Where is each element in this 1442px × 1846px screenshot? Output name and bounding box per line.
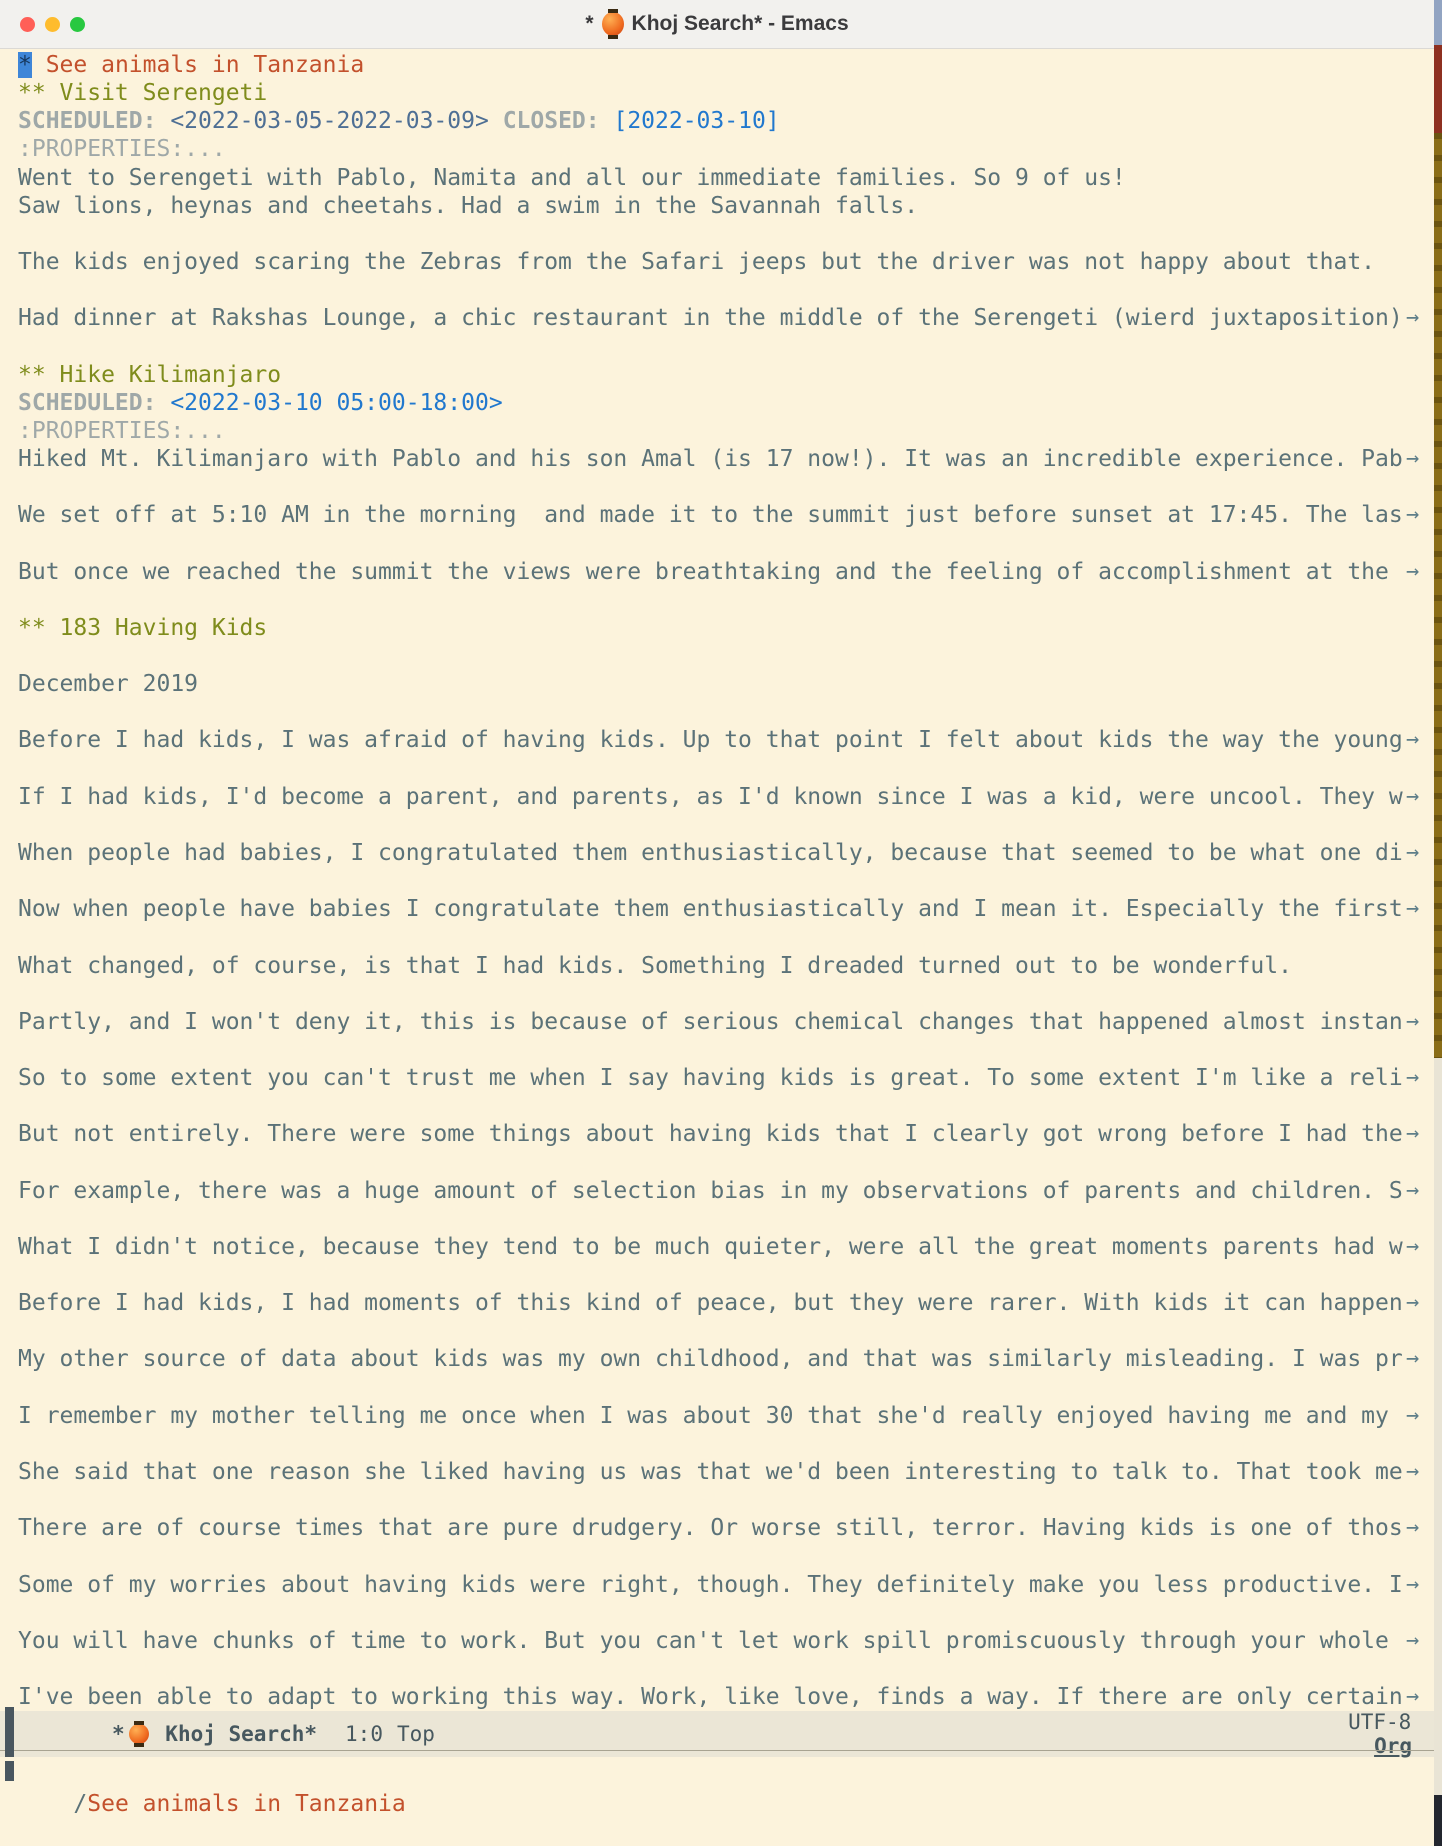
title-prefix: * [585, 12, 594, 35]
truncation-arrow-icon: → [1406, 1627, 1420, 1653]
buffer-text-segment: There are of course times that are pure drudgery. Or worse still, terror. Having kids is one of thos [18, 1515, 1403, 1542]
buffer-line [18, 867, 1434, 895]
buffer-line [18, 980, 1434, 1008]
truncation-arrow-icon: → [1406, 1121, 1420, 1147]
buffer-line [18, 923, 1434, 951]
modeline-scroll-position: Top [396, 1722, 435, 1746]
buffer-line [18, 1345, 1434, 1373]
buffer-line [18, 1571, 1434, 1599]
truncation-arrow-icon: → [1406, 1459, 1420, 1485]
buffer-line [18, 135, 1434, 163]
buffer-line [18, 1655, 1434, 1683]
buffer-line [18, 783, 1434, 811]
buffer-text-segment: Hiked Mt. Kilimanjaro with Pablo and his son Amal (is 17 now!). It was an incredible experience. Pab [18, 445, 1403, 472]
background-window-sliver [1434, 133, 1442, 1058]
fringe-indicator-bar [5, 1707, 14, 1757]
buffer-text-segment: The kids enjoyed scaring the Zebras from the Safari jeeps but the driver was not happy about that. [18, 248, 1376, 275]
truncation-arrow-icon: → [1406, 1571, 1420, 1597]
buffer-line [18, 895, 1434, 923]
buffer-line [18, 670, 1434, 698]
modeline-name-prefix: * [112, 1722, 125, 1746]
buffer-text-segment: Before I had kids, I was afraid of having kids. Up to that point I felt about kids the way the young [18, 727, 1403, 754]
org-buffer-text-area[interactable] [0, 49, 1434, 1711]
close-button[interactable] [20, 17, 35, 32]
buffer-line [18, 952, 1434, 980]
buffer-text-segment: Saw lions, heynas and cheetahs. Had a swim in the Savannah falls. [18, 192, 919, 219]
buffer-line [18, 192, 1434, 220]
buffer-line [18, 1092, 1434, 1120]
buffer-line [18, 1458, 1434, 1486]
buffer-line [18, 1120, 1434, 1148]
truncation-arrow-icon: → [1406, 1177, 1420, 1203]
buffer-line [18, 417, 1434, 445]
buffer-text-segment: See animals in Tanzania [31, 52, 365, 78]
buffer-line [18, 332, 1434, 360]
window-controls [20, 0, 85, 48]
buffer-text-segment: December 2019 [18, 671, 199, 698]
mode-line [0, 1711, 1434, 1757]
buffer-line [18, 1205, 1434, 1233]
truncation-arrow-icon: → [1406, 1233, 1420, 1259]
title-main: Khoj Search* - Emacs [631, 12, 849, 35]
truncation-arrow-icon: → [1406, 1290, 1420, 1316]
title-bar[interactable] [0, 0, 1434, 49]
buffer-text-segment: ** 183 Having Kids [18, 614, 268, 641]
buffer-line [18, 1514, 1434, 1542]
buffer-text-segment: Some of my worries about having kids were right, though. They definitely make you less productive. I [18, 1571, 1403, 1598]
buffer-text-segment: [2022-03-10] [613, 108, 780, 135]
minimize-button[interactable] [45, 17, 60, 32]
buffer-line [18, 51, 1434, 79]
modeline-status [1272, 1686, 1434, 1782]
buffer-line [18, 1289, 1434, 1317]
truncation-arrow-icon: → [1406, 1346, 1420, 1372]
buffer-text-segment: We set off at 5:10 AM in the morning and made it to the summit just before sunset at 17:45. The las [18, 502, 1403, 529]
buffer-line [18, 1542, 1434, 1570]
background-window-sliver [1434, 45, 1442, 133]
buffer-line [18, 1317, 1434, 1345]
modeline-major-mode[interactable]: Org [1374, 1734, 1412, 1758]
truncation-arrow-icon: → [1406, 445, 1420, 471]
buffer-line [18, 445, 1434, 473]
buffer-line [18, 304, 1434, 332]
buffer-text-segment: What changed, of course, is that I had kids. Something I dreaded turned out to be wonderful. [18, 952, 1292, 979]
buffer-text-segment: But not entirely. There were some things about having kids that I clearly got wrong before I had the [18, 1121, 1403, 1148]
khoj-lantern-icon [601, 9, 625, 39]
buffer-line [18, 1261, 1434, 1289]
buffer-text-segment: SCHEDULED: [18, 108, 171, 135]
buffer-line [18, 1148, 1434, 1176]
truncation-arrow-icon: → [1406, 727, 1420, 753]
buffer-line [18, 839, 1434, 867]
buffer-text-segment: So to some extent you can't trust me when I say having kids is great. To some extent I'm like a reli [18, 1065, 1403, 1092]
buffer-line [18, 1599, 1434, 1627]
modeline-line-col: 1:0 [345, 1722, 383, 1746]
buffer-line [18, 642, 1434, 670]
buffer-line [18, 1402, 1434, 1430]
buffer-line [18, 389, 1434, 417]
buffer-text-segment [489, 108, 503, 134]
truncation-arrow-icon: → [1406, 1065, 1420, 1091]
truncation-arrow-icon: → [1406, 1684, 1420, 1710]
minibuffer-search-text: See animals in Tanzania [87, 1791, 406, 1817]
buffer-line [18, 1233, 1434, 1261]
buffer-text-segment: You will have chunks of time to work. But you can't let work spill promiscuously through your whole [18, 1627, 1403, 1654]
truncation-arrow-icon: → [1406, 839, 1420, 865]
truncation-arrow-icon: → [1406, 1402, 1420, 1428]
buffer-line [18, 79, 1434, 107]
buffer-line [18, 361, 1434, 389]
truncation-arrow-icon: → [1406, 502, 1420, 528]
buffer-line [18, 1177, 1434, 1205]
khoj-lantern-icon [129, 1721, 149, 1747]
buffer-text-segment: When people had babies, I congratulated them enthusiastically, because that seemed to be what one di [18, 839, 1403, 866]
modeline-buffer-info [0, 1721, 435, 1747]
buffer-line [18, 1627, 1434, 1655]
buffer-text-segment: :PROPERTIES:... [18, 417, 226, 444]
modeline-encoding: UTF-8 [1348, 1710, 1412, 1734]
buffer-text-segment: Had dinner at Rakshas Lounge, a chic restaurant in the middle of the Serengeti (wierd juxtaposition) [18, 305, 1403, 332]
modeline-buffer-name: Khoj Search* [152, 1722, 318, 1746]
buffer-line [18, 220, 1434, 248]
fringe-indicator-bar [5, 1761, 14, 1781]
buffer-text-segment: I've been able to adapt to working this way. Work, like love, finds a way. If there are only certain [18, 1684, 1403, 1711]
buffer-text-segment: For example, there was a huge amount of selection bias in my observations of parents and children. S [18, 1177, 1403, 1204]
buffer-line [18, 1036, 1434, 1064]
buffer-line [18, 276, 1434, 304]
truncation-arrow-icon: → [1406, 783, 1420, 809]
buffer-line [18, 755, 1434, 783]
buffer-text-segment: CLOSED: [502, 108, 614, 135]
truncation-arrow-icon: → [1406, 558, 1420, 584]
buffer-text-segment: Went to Serengeti with Pablo, Namita and all our immediate families. So 9 of us! [18, 164, 1126, 191]
zoom-button[interactable] [70, 17, 85, 32]
buffer-text-segment: My other source of data about kids was my own childhood, and that was similarly misleading. I was pr [18, 1346, 1403, 1373]
buffer-text-segment: If I had kids, I'd become a parent, and parents, as I'd known since I was a kid, were uncool. They w [18, 783, 1403, 810]
truncation-arrow-icon: → [1406, 896, 1420, 922]
buffer-line [18, 811, 1434, 839]
buffer-text-segment: Before I had kids, I had moments of this kind of peace, but they were rarer. With kids it can happen [18, 1290, 1403, 1317]
buffer-line [18, 164, 1434, 192]
truncation-arrow-icon: → [1406, 305, 1420, 331]
buffer-line [18, 586, 1434, 614]
minibuffer[interactable] [0, 1757, 1434, 1846]
buffer-text-segment: SCHEDULED: [18, 389, 171, 416]
minibuffer-prompt: / [73, 1791, 88, 1817]
buffer-line [18, 248, 1434, 276]
buffer-text-segment: <2022-03-10 05:00-18:00> [170, 389, 503, 416]
buffer-text-segment: Now when people have babies I congratulate them enthusiastically and I mean it. Especially the first [18, 896, 1403, 923]
buffer-text-segment: <2022-03-05-2022-03-09> [170, 108, 489, 135]
truncation-arrow-icon: → [1406, 1008, 1420, 1034]
buffer-text-segment: What I didn't notice, because they tend to be much quieter, were all the great moments parents had w [18, 1233, 1403, 1260]
buffer-text-segment: But once we reached the summit the views were breathtaking and the feeling of accomplishment at the [18, 558, 1403, 585]
buffer-line [18, 1486, 1434, 1514]
buffer-line [18, 501, 1434, 529]
buffer-line [18, 614, 1434, 642]
buffer-text-segment: She said that one reason she liked having us was that we'd been interesting to talk to. That took me [18, 1459, 1403, 1486]
buffer-line [18, 529, 1434, 557]
buffer-line [18, 1683, 1434, 1711]
buffer-text-segment: * [18, 52, 32, 78]
buffer-line [18, 698, 1434, 726]
buffer-text-segment: ** Hike Kilimanjaro [18, 361, 282, 388]
buffer-line [18, 473, 1434, 501]
buffer-line [18, 1008, 1434, 1036]
buffer-text-segment: :PROPERTIES:... [18, 136, 226, 163]
truncation-arrow-icon: → [1406, 1515, 1420, 1541]
window-title [585, 9, 848, 39]
buffer-line [18, 1064, 1434, 1092]
buffer-text-segment: I remember my mother telling me once when I was about 30 that she'd really enjoyed having me and my [18, 1402, 1403, 1429]
buffer-text-segment: Partly, and I won't deny it, this is because of serious chemical changes that happened almost instan [18, 1008, 1403, 1035]
buffer-line [18, 558, 1434, 586]
background-window-sliver [1434, 1058, 1442, 1795]
buffer-line [18, 107, 1434, 135]
buffer-text-segment: ** Visit Serengeti [18, 80, 268, 107]
buffer-line [18, 1374, 1434, 1402]
buffer-line [18, 726, 1434, 754]
buffer-line [18, 1430, 1434, 1458]
